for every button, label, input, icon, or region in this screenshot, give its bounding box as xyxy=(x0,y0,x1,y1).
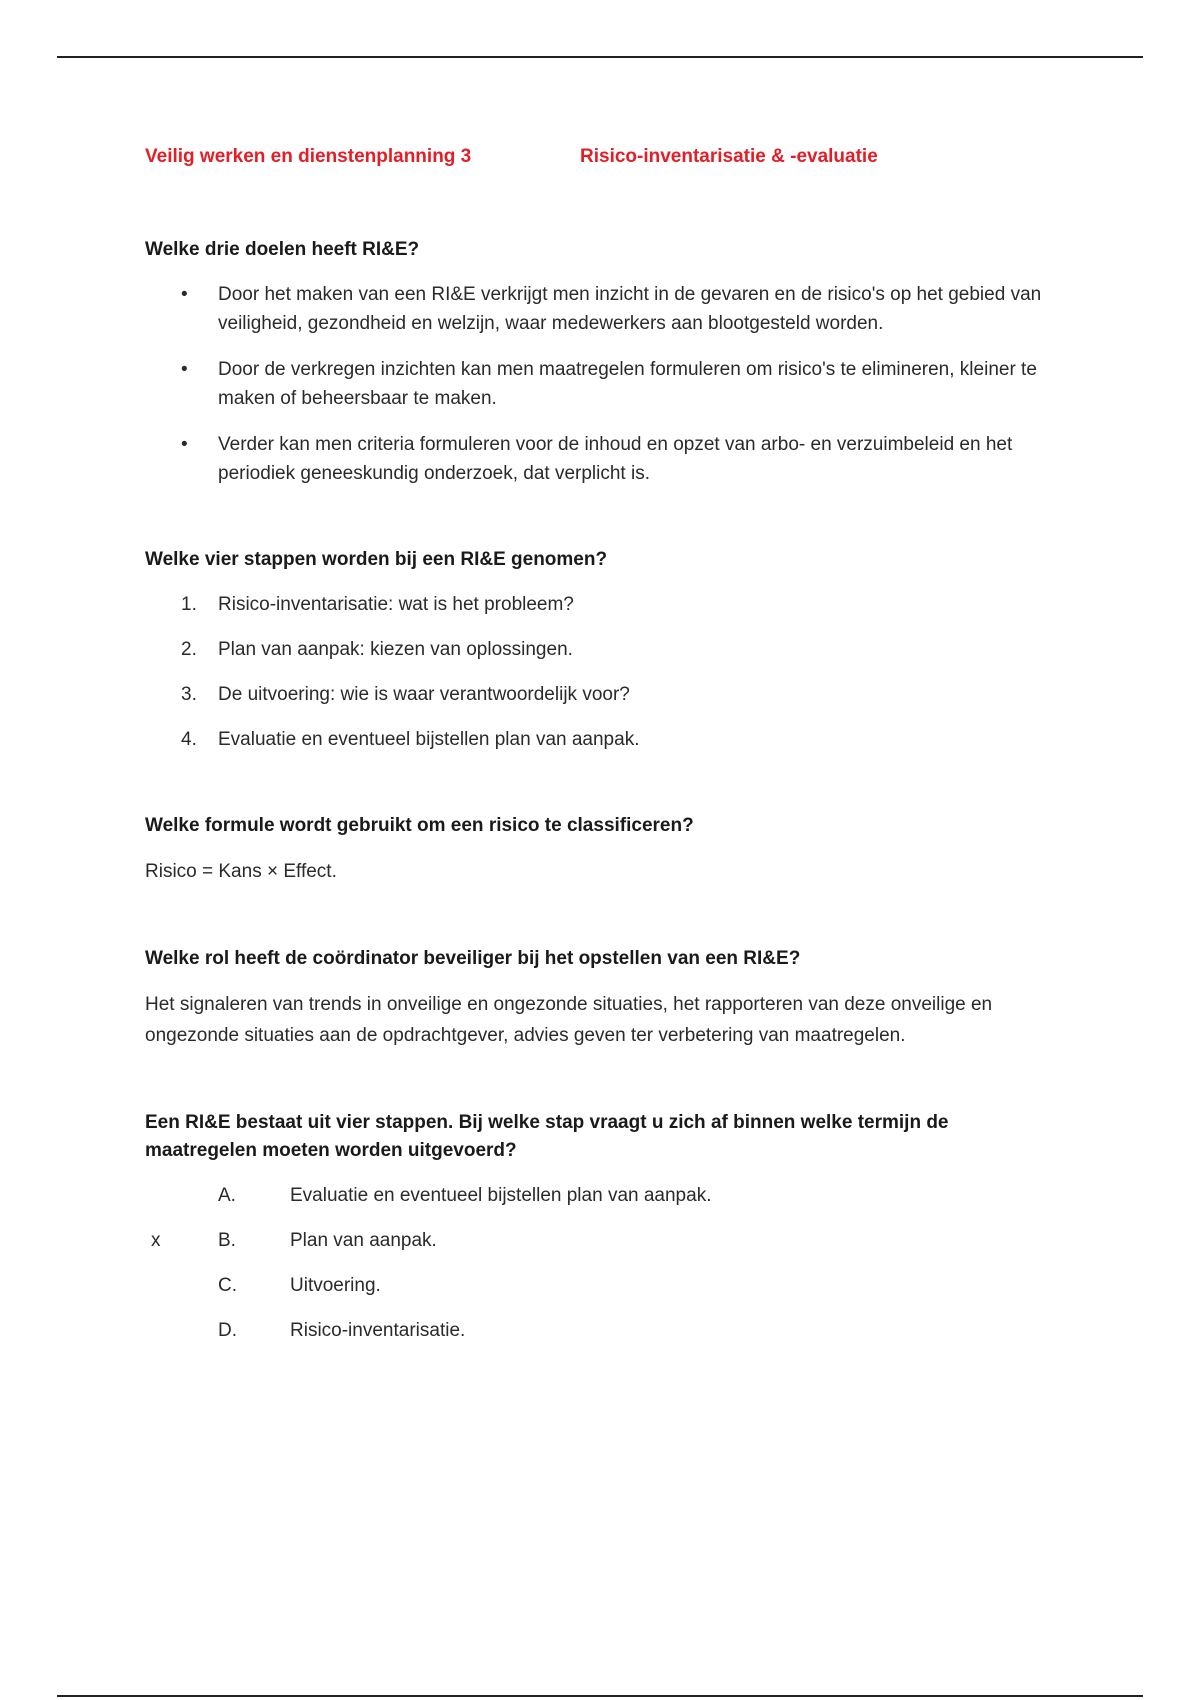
answer-text: Risico = Kans × Effect. xyxy=(145,861,337,882)
list-item xyxy=(145,430,1065,488)
option-letter: D. xyxy=(218,1320,237,1341)
goals-list xyxy=(145,280,1065,488)
step-number: 4. xyxy=(181,729,197,750)
list-item xyxy=(145,280,1065,338)
list-item-text: De uitvoering: wie is waar verantwoordelijk voor? xyxy=(218,684,630,705)
option-item xyxy=(145,1226,1065,1255)
bullet-icon: • xyxy=(181,359,188,380)
option-item xyxy=(145,1181,1065,1210)
steps-list xyxy=(145,590,1065,754)
option-text: Risico-inventarisatie. xyxy=(290,1320,466,1341)
list-item-text: Plan van aanpak: kiezen van oplossingen. xyxy=(218,639,573,660)
section-multiple-choice xyxy=(145,1109,1065,1345)
option-text: Evaluatie en eventueel bijstellen plan van aanpak. xyxy=(290,1185,712,1206)
top-rule xyxy=(57,56,1143,58)
section-coordinator-role xyxy=(145,945,1065,1051)
section-steps xyxy=(145,546,1065,754)
step-number: 2. xyxy=(181,639,197,660)
question-heading: Een RI&E bestaat uit vier stappen. Bij welke stap vraagt u zich af binnen welke termijn de maatregelen moeten worden uitgevoerd? xyxy=(145,1112,949,1161)
course-title: Veilig werken en dienstenplanning 3 xyxy=(145,146,472,167)
option-letter: B. xyxy=(218,1230,236,1251)
option-letter: A. xyxy=(218,1185,236,1206)
option-item xyxy=(145,1271,1065,1300)
answer-text: Het signaleren van trends in onveilige en ongezonde situaties, het rapporteren van deze onveilige en ongezonde situaties aan de opdrachtgever, advies geven ter verbetering van maatregelen. xyxy=(145,994,993,1046)
answer-mark: x xyxy=(151,1230,161,1251)
option-text: Plan van aanpak. xyxy=(290,1230,437,1251)
list-item xyxy=(145,590,1065,619)
section-formula xyxy=(145,812,1065,887)
document-body xyxy=(145,236,1065,1403)
topic-title: Risico-inventarisatie & -evaluatie xyxy=(580,146,878,167)
question-heading: Welke vier stappen worden bij een RI&E genomen? xyxy=(145,549,608,570)
bottom-rule xyxy=(57,1695,1143,1697)
step-number: 1. xyxy=(181,594,197,615)
list-item xyxy=(145,680,1065,709)
list-item-text: Risico-inventarisatie: wat is het probleem? xyxy=(218,594,574,615)
list-item xyxy=(145,725,1065,754)
list-item xyxy=(145,355,1065,413)
options-list xyxy=(145,1181,1065,1345)
question-heading: Welke formule wordt gebruikt om een risico te classificeren? xyxy=(145,815,694,836)
question-heading: Welke rol heeft de coördinator beveiliger bij het opstellen van een RI&E? xyxy=(145,948,801,969)
list-item-text: Verder kan men criteria formuleren voor de inhoud en opzet van arbo- en verzuimbeleid en het periodiek geneeskundig onderzoek, dat verplicht is. xyxy=(218,434,1013,484)
page-header xyxy=(145,146,1045,172)
step-number: 3. xyxy=(181,684,197,705)
option-text: Uitvoering. xyxy=(290,1275,381,1296)
list-item-text: Door de verkregen inzichten kan men maatregelen formuleren om risico's te elimineren, kleiner te maken of beheersbaar te maken. xyxy=(218,359,1037,409)
bullet-icon: • xyxy=(181,284,188,305)
list-item-text: Evaluatie en eventueel bijstellen plan van aanpak. xyxy=(218,729,640,750)
section-goals xyxy=(145,236,1065,488)
list-item xyxy=(145,635,1065,664)
question-heading: Welke drie doelen heeft RI&E? xyxy=(145,239,420,260)
bullet-icon: • xyxy=(181,434,188,455)
option-item xyxy=(145,1316,1065,1345)
option-letter: C. xyxy=(218,1275,237,1296)
list-item-text: Door het maken van een RI&E verkrijgt men inzicht in de gevaren en de risico's op het gebied van veiligheid, gezondheid en welzijn, waar medewerkers aan blootgesteld worden. xyxy=(218,284,1042,334)
